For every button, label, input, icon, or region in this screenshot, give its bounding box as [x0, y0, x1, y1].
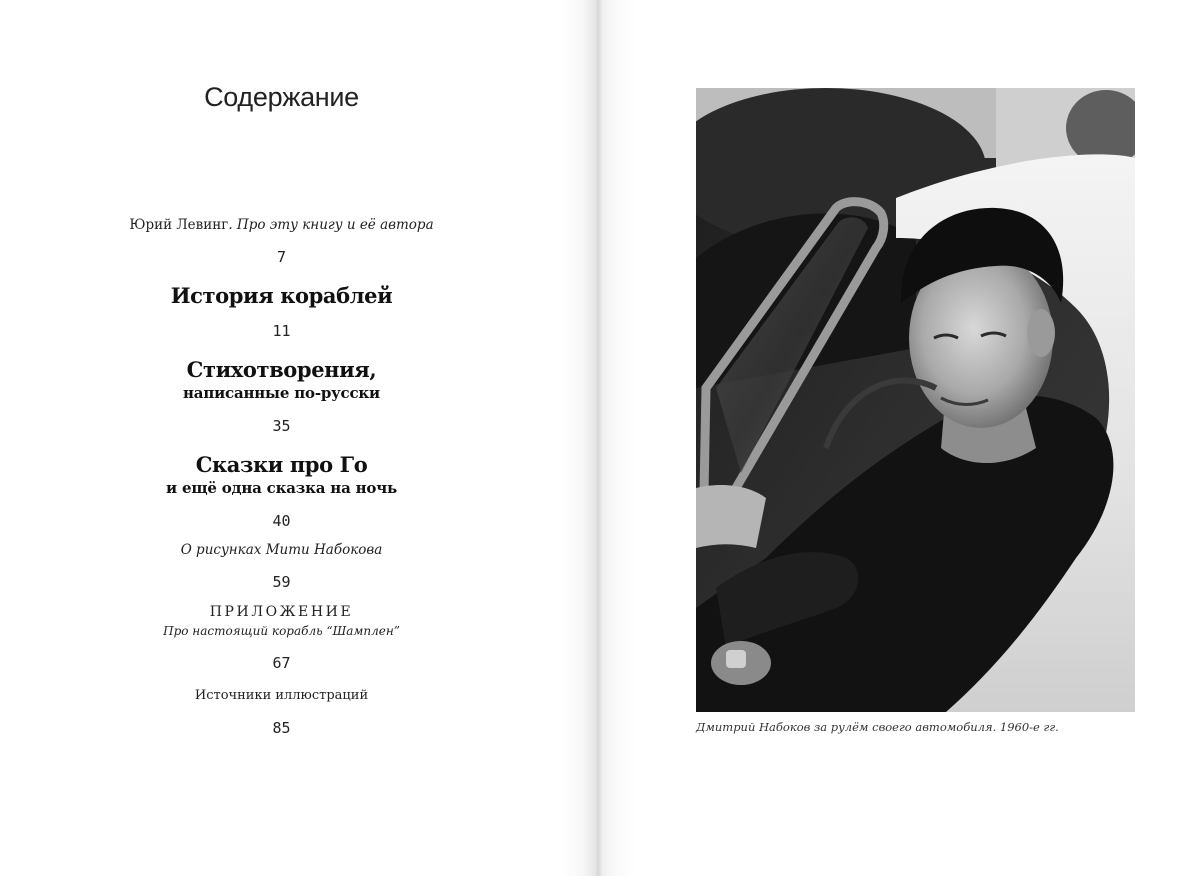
toc-page-ships: 11 [272, 322, 291, 340]
photo-caption: Дмитрий Набоков за рулём своего автомобиля. 1960-е гг. [696, 720, 1059, 734]
portrait-photo [696, 88, 1135, 712]
left-page [0, 0, 597, 876]
toc-page-sources: 85 [272, 719, 291, 737]
toc-section-poems: Стихотворения, [186, 357, 377, 382]
toc-section-tales: Сказки про Го [195, 452, 368, 477]
toc-section-poems-subtitle: написанные по-русски [183, 384, 380, 402]
toc-entry-drawings: О рисунках Мити Набокова [180, 542, 383, 558]
toc-page-tales: 40 [272, 512, 291, 530]
toc-entry-intro [0, 217, 563, 233]
toc-page-poems: 35 [272, 417, 291, 435]
toc-section-tales-subtitle: и ещё одна сказка на ночь [166, 479, 397, 497]
toc-page-appendix: 67 [272, 654, 291, 672]
intro-title: Про эту книгу и её автора [236, 217, 434, 233]
toc-page-drawings: 59 [272, 573, 291, 591]
toc-section-ships: История кораблей [170, 283, 393, 308]
toc-appendix-label: ПРИЛОЖЕНИЕ [209, 604, 354, 620]
toc-appendix-title: Про настоящий корабль “Шамплен” [163, 624, 400, 638]
toc-page-intro: 7 [276, 248, 287, 266]
toc-title: Содержание [204, 82, 359, 112]
toc-entry-sources: Источники иллюстраций [194, 688, 369, 703]
intro-author: Юрий Левинг. [129, 217, 233, 233]
